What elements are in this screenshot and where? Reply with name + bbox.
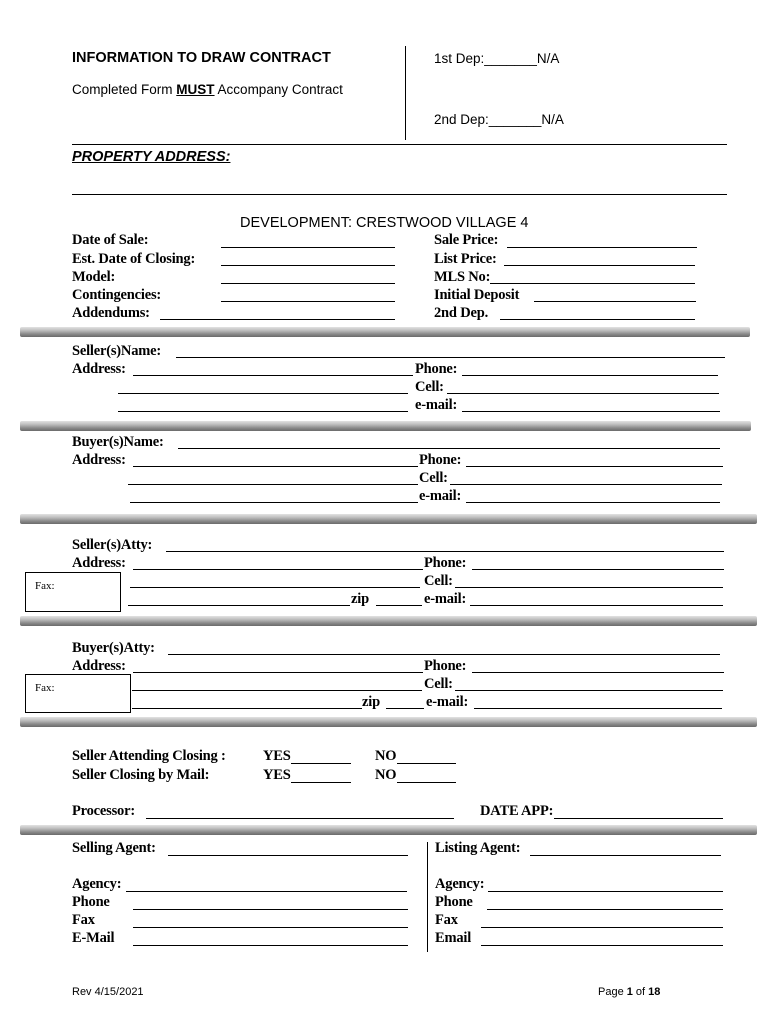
section-divider xyxy=(20,825,757,835)
addendums-label: Addendums: xyxy=(72,305,150,321)
buyer-atty-email-label: e-mail: xyxy=(426,694,469,710)
processor-field[interactable] xyxy=(146,818,454,819)
buyer-name-field[interactable] xyxy=(178,448,720,449)
second-dep-field[interactable] xyxy=(500,319,695,320)
listing-agency-field[interactable] xyxy=(488,891,723,892)
attending-no-label: NO xyxy=(375,748,397,764)
seller-atty-address-line-3[interactable] xyxy=(128,605,350,606)
form-title: INFORMATION TO DRAW CONTRACT xyxy=(72,50,331,66)
section-divider xyxy=(20,616,757,626)
seller-cell-label: Cell: xyxy=(415,379,444,395)
listing-email-field[interactable] xyxy=(481,945,723,946)
buyer-email-field[interactable] xyxy=(466,502,720,503)
section-divider xyxy=(20,421,751,431)
revision-date: Rev 4/15/2021 xyxy=(72,986,144,998)
seller-atty-zip-label: zip xyxy=(351,591,369,607)
est-closing-field[interactable] xyxy=(221,265,395,266)
seller-name-label: Seller(s)Name: xyxy=(72,343,161,359)
header-rule xyxy=(72,144,727,145)
processor-label: Processor: xyxy=(72,803,135,819)
agents-divider xyxy=(427,842,428,952)
mls-no-label: MLS No: xyxy=(434,269,491,285)
date-of-sale-field[interactable] xyxy=(221,247,395,248)
second-deposit: 2nd Dep:_______N/A xyxy=(434,112,564,127)
buyer-address-field[interactable] xyxy=(133,466,418,467)
mail-no-field[interactable] xyxy=(397,782,456,783)
first-deposit: 1st Dep:_______N/A xyxy=(434,51,560,66)
buyer-atty-cell-field[interactable] xyxy=(455,690,723,691)
initial-deposit-label: Initial Deposit xyxy=(434,287,520,303)
listing-phone-label: Phone xyxy=(435,894,473,910)
contingencies-field[interactable] xyxy=(221,301,395,302)
buyer-email-label: e-mail: xyxy=(419,488,462,504)
listing-fax-field[interactable] xyxy=(481,927,723,928)
seller-email-label: e-mail: xyxy=(415,397,458,413)
buyer-cell-field[interactable] xyxy=(450,484,722,485)
buyer-atty-zip-field[interactable] xyxy=(386,708,424,709)
listing-fax-label: Fax xyxy=(435,912,458,928)
buyer-address-line-3[interactable] xyxy=(130,502,418,503)
buyer-atty-address-field[interactable] xyxy=(133,672,423,673)
buyer-name-label: Buyer(s)Name: xyxy=(72,434,164,450)
seller-atty-fax-box[interactable] xyxy=(25,572,121,612)
seller-atty-address-line-2[interactable] xyxy=(130,587,420,588)
second-dep-label: 2nd Dep. xyxy=(434,305,488,321)
seller-address-label: Address: xyxy=(72,361,126,377)
seller-atty-cell-label: Cell: xyxy=(424,573,453,589)
buyer-atty-cell-label: Cell: xyxy=(424,676,453,692)
buyer-atty-phone-label: Phone: xyxy=(424,658,467,674)
seller-atty-address-field[interactable] xyxy=(133,569,423,570)
mail-no-label: NO xyxy=(375,767,397,783)
seller-address-line-2[interactable] xyxy=(118,393,408,394)
property-address-field[interactable] xyxy=(72,194,727,195)
buyer-address-line-2[interactable] xyxy=(128,484,418,485)
buyer-atty-address-line-2[interactable] xyxy=(132,690,422,691)
initial-deposit-field[interactable] xyxy=(534,301,696,302)
buyer-address-label: Address: xyxy=(72,452,126,468)
buyer-atty-address-line-3[interactable] xyxy=(132,708,362,709)
seller-atty-zip-field[interactable] xyxy=(376,605,422,606)
seller-mail-label: Seller Closing by Mail: xyxy=(72,767,210,783)
seller-atty-email-field[interactable] xyxy=(470,605,723,606)
selling-phone-label: Phone xyxy=(72,894,110,910)
selling-agency-label: Agency: xyxy=(72,876,122,892)
selling-email-field[interactable] xyxy=(133,945,408,946)
property-address-label: PROPERTY ADDRESS: xyxy=(72,149,231,165)
seller-attending-label: Seller Attending Closing : xyxy=(72,748,226,764)
selling-phone-field[interactable] xyxy=(133,909,408,910)
selling-fax-label: Fax xyxy=(72,912,95,928)
selling-email-label: E-Mail xyxy=(72,930,115,946)
buyer-atty-field[interactable] xyxy=(168,654,720,655)
model-label: Model: xyxy=(72,269,116,285)
buyer-atty-address-label: Address: xyxy=(72,658,126,674)
attending-yes-label: YES xyxy=(263,748,291,764)
buyer-phone-label: Phone: xyxy=(419,452,462,468)
page-number: Page 1 of 18 xyxy=(598,986,661,998)
seller-atty-phone-field[interactable] xyxy=(472,569,724,570)
listing-phone-field[interactable] xyxy=(487,909,723,910)
contingencies-label: Contingencies: xyxy=(72,287,162,303)
form-subtitle: Completed Form MUST Accompany Contract xyxy=(72,82,343,97)
seller-address-line-3[interactable] xyxy=(118,411,408,412)
mail-yes-field[interactable] xyxy=(291,782,351,783)
section-divider xyxy=(20,514,757,524)
date-app-label: DATE APP: xyxy=(480,803,554,819)
date-of-sale-label: Date of Sale: xyxy=(72,232,149,248)
list-price-field[interactable] xyxy=(504,265,695,266)
listing-agency-label: Agency: xyxy=(435,876,485,892)
est-closing-label: Est. Date of Closing: xyxy=(72,251,196,267)
listing-email-label: Email xyxy=(435,930,472,946)
buyer-atty-label: Buyer(s)Atty: xyxy=(72,640,155,656)
buyer-atty-fax-label: Fax: xyxy=(35,682,55,694)
seller-phone-field[interactable] xyxy=(462,375,718,376)
addendums-field[interactable] xyxy=(160,319,395,320)
development-name: DEVELOPMENT: CRESTWOOD VILLAGE 4 xyxy=(240,215,529,231)
header-divider xyxy=(405,46,406,140)
sale-price-label: Sale Price: xyxy=(434,232,499,248)
seller-email-field[interactable] xyxy=(462,411,720,412)
seller-address-field[interactable] xyxy=(133,375,413,376)
buyer-cell-label: Cell: xyxy=(419,470,448,486)
seller-atty-email-label: e-mail: xyxy=(424,591,467,607)
listing-agent-label: Listing Agent: xyxy=(435,840,521,856)
seller-cell-field[interactable] xyxy=(447,393,719,394)
seller-atty-label: Seller(s)Atty: xyxy=(72,537,153,553)
list-price-label: List Price: xyxy=(434,251,497,267)
selling-agent-field[interactable] xyxy=(168,855,408,856)
attending-no-field[interactable] xyxy=(397,763,456,764)
section-divider xyxy=(20,717,757,727)
listing-agent-field[interactable] xyxy=(530,855,721,856)
mls-no-field[interactable] xyxy=(490,283,695,284)
selling-fax-field[interactable] xyxy=(133,927,408,928)
seller-atty-field[interactable] xyxy=(166,551,724,552)
attending-yes-field[interactable] xyxy=(291,763,351,764)
buyer-atty-zip-label: zip xyxy=(362,694,380,710)
sale-price-field[interactable] xyxy=(507,247,697,248)
model-field[interactable] xyxy=(221,283,395,284)
section-divider xyxy=(20,327,750,337)
seller-name-field[interactable] xyxy=(176,357,725,358)
seller-atty-cell-field[interactable] xyxy=(455,587,723,588)
seller-atty-fax-label: Fax: xyxy=(35,580,55,592)
selling-agency-field[interactable] xyxy=(126,891,407,892)
seller-atty-phone-label: Phone: xyxy=(424,555,467,571)
buyer-phone-field[interactable] xyxy=(466,466,723,467)
seller-atty-address-label: Address: xyxy=(72,555,126,571)
mail-yes-label: YES xyxy=(263,767,291,783)
selling-agent-label: Selling Agent: xyxy=(72,840,156,856)
seller-phone-label: Phone: xyxy=(415,361,458,377)
date-app-field[interactable] xyxy=(554,818,723,819)
buyer-atty-email-field[interactable] xyxy=(474,708,722,709)
buyer-atty-phone-field[interactable] xyxy=(472,672,724,673)
